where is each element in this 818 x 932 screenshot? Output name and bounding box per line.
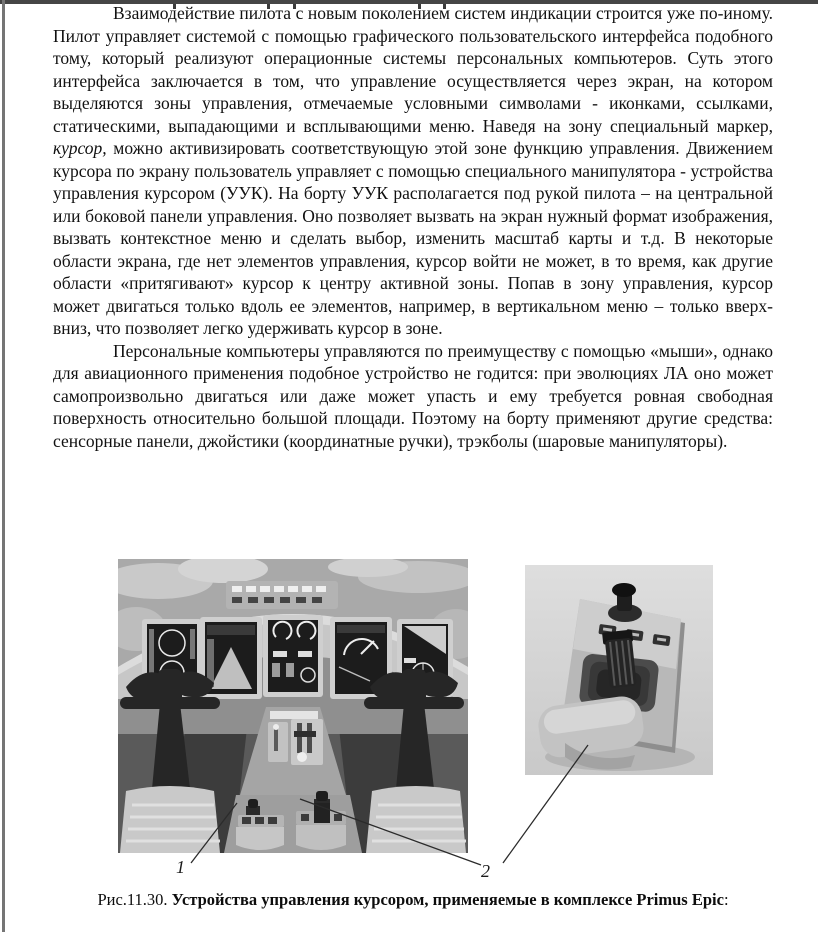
paragraph-interface-part1: Взаимодействие пилота с новым поколением систем индикации строится уже по-иному. Пилот управляет системой с помощью графического пользовательского интерфейса подобного тому, который реализуют операционные системы персональных компьютеров. Суть этого интерфейса заключается в том, что управление осуществляется через экран, на котором выделяются зоны управления, отмечаемые условными символами - иконками, ссылками, статическими, выпадающими и всплывающими меню. Наведя на зону специальный маркер,: [53, 3, 773, 136]
figure-caption-number: Рис.11.30.: [97, 890, 172, 909]
ccd-photo: [525, 565, 713, 775]
figure-item-label-2: 2: [481, 861, 490, 881]
figure-caption-colon: :: [723, 890, 729, 909]
body-text: [53, 2, 773, 452]
figure-item-label-1: 1: [176, 857, 185, 877]
cursor-term-italic: курсор,: [53, 138, 107, 158]
paragraph-interface-part2: можно активизировать соответствующую этой зоне функцию управления. Движением курсора по экрану пользователь управляет с помощью специального манипулятора - устройства управления курсором (УУК). На борту УУК располагается под рукой пилота – на центральной или боковой панели управления. Оно позволяет вызвать на экран нужный формат изображения, вызвать контекстное меню и сделать выбор, изменить масштаб карты и т.д. В некоторые области экрана, где нет элементов управления, курсор войти не может, в то время, как другие области «притягивают» курсор к центру активной зоны. Попав в зону управления, курсор может двигаться только вдоль ее элементов, например, в вертикальном меню – только вверх-вниз, что позволяет легко удерживать курсор в зоне.: [53, 138, 773, 338]
figure-caption: [53, 889, 773, 910]
paragraph-interface: [53, 2, 773, 340]
figure-caption-title: Устройства управления курсором, применяемые в комплексе Primus Epic: [171, 890, 724, 909]
figure-11-30: [0, 550, 818, 895]
cockpit-photo: [118, 559, 468, 853]
paragraph-personal-computers: Персональные компьютеры управляются по преимуществу с помощью «мыши», однако для авиационного применения подобное устройство не годится: при эволюциях ЛА оно может самопроизвольно двигаться или даже может упасть и ему требуется ровная свободная поверхность относительно большой площади. Поэтому на борту применяют другие средства: сенсорные панели, джойстики (координатные ручки), трэкболы (шаровые манипуляторы).: [53, 340, 773, 451]
